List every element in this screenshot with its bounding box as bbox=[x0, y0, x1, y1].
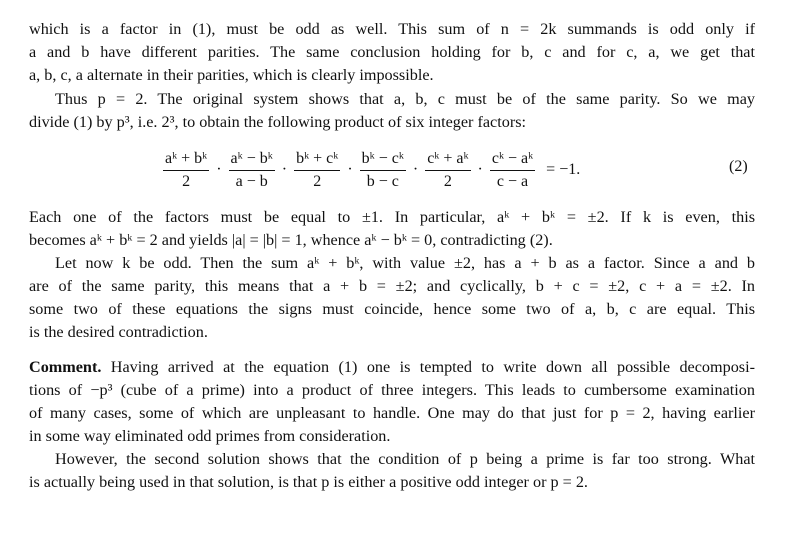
text-line: are of the same parity, this means that a + b = ±2; and cyclically, b + c = ±2, c + a = ±2. In bbox=[29, 277, 755, 295]
fraction bbox=[360, 150, 406, 191]
text-line: tions of −p³ (cube of a prime) into a product of three integers. This leads to cumbersome examination bbox=[29, 381, 755, 399]
numerator: cᵏ − aᵏ bbox=[490, 150, 535, 171]
dot-operator: · bbox=[216, 161, 222, 178]
text-line: of many cases, some of which are unpleasant to handle. One may do that just for p = 2, having earlier bbox=[29, 404, 755, 422]
numerator: cᵏ + aᵏ bbox=[425, 150, 470, 171]
equation-number: (2) bbox=[729, 158, 748, 175]
denominator: a − b bbox=[235, 172, 268, 190]
text-line: a and b have different parities. The same conclusion holding for b, c and for c, a, we get that bbox=[29, 43, 755, 61]
text-line: which is a factor in (1), must be odd as well. This sum of n = 2k summands is odd only if bbox=[29, 20, 755, 38]
denominator: 2 bbox=[443, 172, 452, 190]
denominator: 2 bbox=[182, 172, 191, 190]
comment-label: Comment. bbox=[29, 358, 102, 376]
numerator: bᵏ + cᵏ bbox=[294, 150, 340, 171]
text-line: a, b, c, a alternate in their parities, which is clearly impossible. bbox=[29, 66, 434, 84]
text-line: in some way eliminated odd primes from consideration. bbox=[29, 427, 391, 445]
comment-line bbox=[29, 357, 755, 377]
text-line: is actually being used in that solution, is that p is either a positive odd integer or p = 2. bbox=[29, 473, 588, 491]
text-line: However, the second solution shows that the condition of p being a prime is far too strong. What bbox=[55, 450, 755, 468]
text-line: some two of these equations the signs must coincide, hence some two of a, b, c are equal. This bbox=[29, 300, 755, 318]
dot-operator: · bbox=[412, 161, 419, 178]
fraction bbox=[229, 150, 275, 191]
denominator: b − c bbox=[366, 172, 399, 190]
text-line: Thus p = 2. The original system shows that a, b, c must be of the same parity. So we may bbox=[55, 90, 755, 108]
denominator: c − a bbox=[496, 172, 529, 190]
text-span: Having arrived at the equation (1) one is tempted to write down all possible decomposi- bbox=[101, 358, 755, 376]
fraction bbox=[490, 150, 535, 191]
denominator: 2 bbox=[313, 172, 322, 190]
numerator: aᵏ − bᵏ bbox=[229, 150, 275, 171]
text-line: divide (1) by p³, i.e. 2³, to obtain the following product of six integer factors: bbox=[29, 113, 527, 131]
numerator: bᵏ − cᵏ bbox=[360, 150, 406, 171]
text-line: becomes aᵏ + bᵏ = 2 and yields |a| = |b| = 1, whence aᵏ − bᵏ = 0, contradicting (2). bbox=[29, 231, 553, 249]
fraction bbox=[425, 150, 470, 191]
numerator: aᵏ + bᵏ bbox=[163, 150, 209, 171]
fraction bbox=[163, 150, 209, 191]
dot-operator: · bbox=[347, 161, 353, 178]
fraction bbox=[294, 150, 340, 191]
text-line: Each one of the factors must be equal to ±1. In particular, aᵏ + bᵏ = ±2. If k is even, this bbox=[29, 208, 755, 226]
text-line: Let now k be odd. Then the sum aᵏ + bᵏ, with value ±2, has a + b as a factor. Since a and b bbox=[55, 254, 755, 272]
display-equation bbox=[160, 147, 584, 193]
text-line: is the desired contradiction. bbox=[29, 323, 208, 341]
dot-operator: · bbox=[477, 161, 483, 178]
dot-operator: · bbox=[281, 161, 288, 178]
equation-rhs: = −1. bbox=[546, 161, 581, 178]
